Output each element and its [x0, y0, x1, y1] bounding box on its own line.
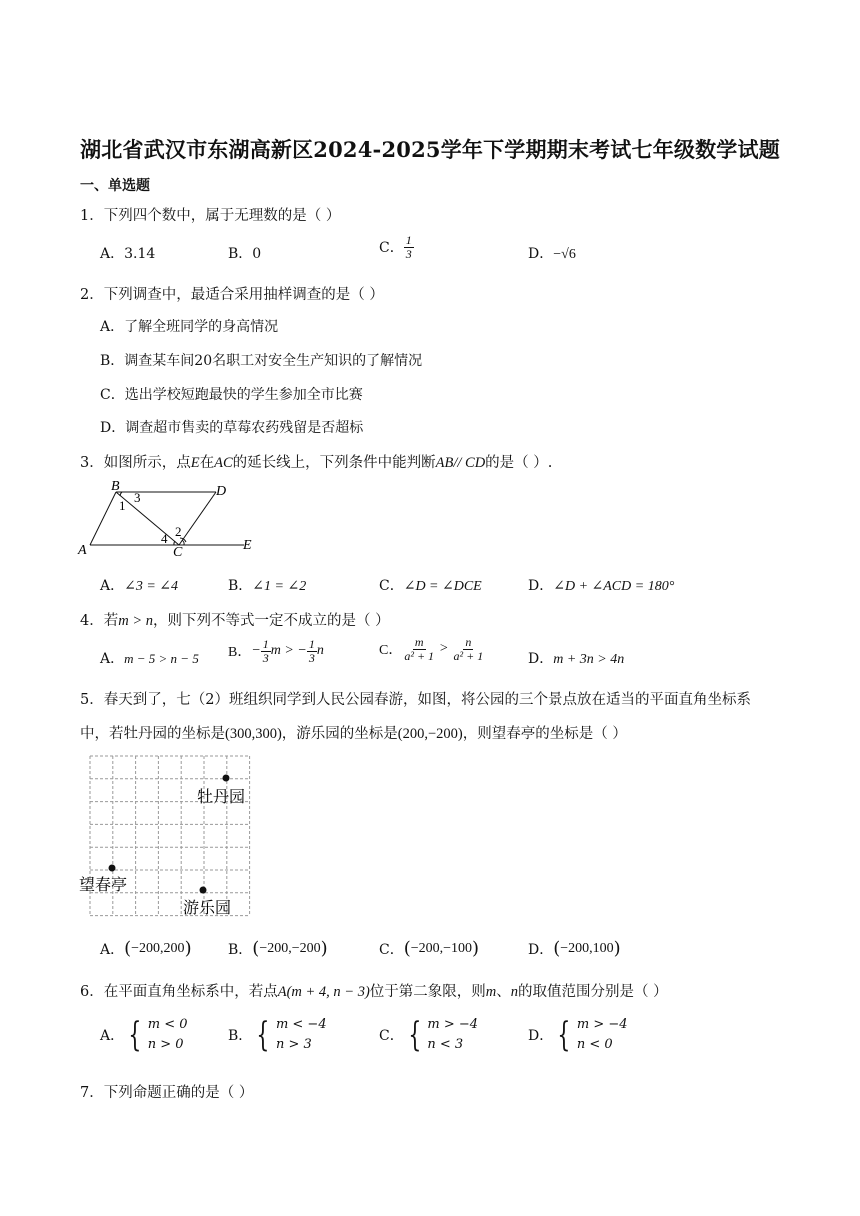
wangchun-label: 望春亭: [79, 877, 128, 894]
question-4-stem: 4．若m > n，则下列不等式一定不成立的是（ ）: [80, 613, 390, 629]
q5-grid-figure: [78, 754, 258, 920]
question-1-stem: 1．下列四个数中，属于无理数的是（ ）: [80, 208, 341, 224]
youle-label: 游乐园: [183, 900, 232, 917]
q2-option-b: B．调查某车间20名职工对安全生产知识的了解情况: [100, 353, 423, 369]
question-2-stem: 2．下列调查中，最适合采用抽样调查的是（ ）: [80, 287, 384, 303]
q3-figure: [76, 478, 266, 560]
q6-option-b: B． { m < −4 n > 3: [228, 1015, 327, 1056]
angle-1-label: 1: [119, 498, 126, 513]
angle-4-label: 4: [161, 531, 168, 546]
q4-option-a: A．m − 5 > n − 5: [100, 651, 199, 667]
q3-option-b: B．∠1 = ∠2: [228, 578, 307, 594]
label-b: B: [111, 479, 120, 494]
q6-option-d: D． { m > −4 n < 0: [528, 1015, 628, 1056]
question-5-line1: 5．春天到了，七（2）班组织同学到人民公园春游，如图，将公园的三个景点放在适当的平面直角坐标系: [80, 692, 751, 708]
q6-option-a: A． { m < 0 n > 0: [100, 1015, 188, 1056]
question-5-line2: 中，若牡丹园的坐标是(300,300)，游乐园的坐标是(200,−200)，则望春亭的坐标是（ ）: [80, 726, 627, 742]
question-6-stem: 6．在平面直角坐标系中，若点A(m + 4, n − 3)位于第二象限，则m、n的取值范围分别是（ ）: [80, 984, 668, 1000]
q3-option-a: A．∠3 = ∠4: [100, 578, 179, 594]
q1-option-d: D．−√6: [528, 246, 576, 262]
q2-option-a: A．了解全班同学的身高情况: [100, 319, 279, 335]
label-a: A: [78, 543, 87, 558]
q4-option-d: D．m + 3n > 4n: [528, 651, 625, 667]
q2-option-d: D．调查超市售卖的草莓农药残留是否超标: [100, 420, 364, 436]
wangchun-point: [109, 865, 116, 872]
youle-point: [200, 887, 207, 894]
q6-option-c: C． { m > −4 n < 3: [379, 1015, 479, 1056]
q3-option-d: D．∠D + ∠ACD = 180°: [528, 578, 675, 594]
q1-option-c-fraction: $\frac{1}{3}$: [405, 233, 412, 261]
q5-option-c: C． ( −200,−100 ): [379, 938, 480, 959]
section-heading: 一、单选题: [80, 178, 150, 194]
question-3-stem: 3．如图所示，点E在AC的延长线上，下列条件中能判断AB// CD的是（ ）.: [80, 455, 553, 471]
label-e: E: [243, 538, 252, 553]
q1-option-c: C． $\frac{1}{3}$: [379, 233, 412, 261]
q2-option-c: C．选出学校短跑最快的学生参加全市比赛: [100, 387, 363, 403]
q4-option-b: B． − $\frac{1}{3}$ m > − $\frac{1}{3}$ n: [228, 637, 324, 665]
page-title: 湖北省武汉市东湖高新区2024-2025学年下学期期末考试七年级数学试题: [80, 137, 780, 162]
angle-2-label: 2: [175, 524, 182, 539]
mudan-point: [223, 775, 230, 782]
question-7-stem: 7．下列命题正确的是（ ）: [80, 1085, 254, 1101]
q5-option-d: D． ( −200,100 ): [528, 938, 621, 959]
q5-option-a: A． ( −200,200 ): [100, 938, 192, 959]
mudan-label: 牡丹园: [197, 789, 246, 806]
q1-option-a: A．3.14: [100, 246, 156, 262]
q4-option-c: C． $\frac{m}{\text{a² + 1}}$ > $\frac{n}{\text{a² + 1}}$: [379, 635, 484, 663]
q5-option-b: B． ( −200,−200 ): [228, 938, 328, 959]
angle-3-label: 3: [134, 490, 141, 505]
label-c: C: [173, 545, 183, 560]
label-d: D: [216, 484, 227, 499]
q1-option-b: B．0: [228, 246, 262, 262]
q3-option-c: C．∠D = ∠DCE: [379, 578, 482, 594]
